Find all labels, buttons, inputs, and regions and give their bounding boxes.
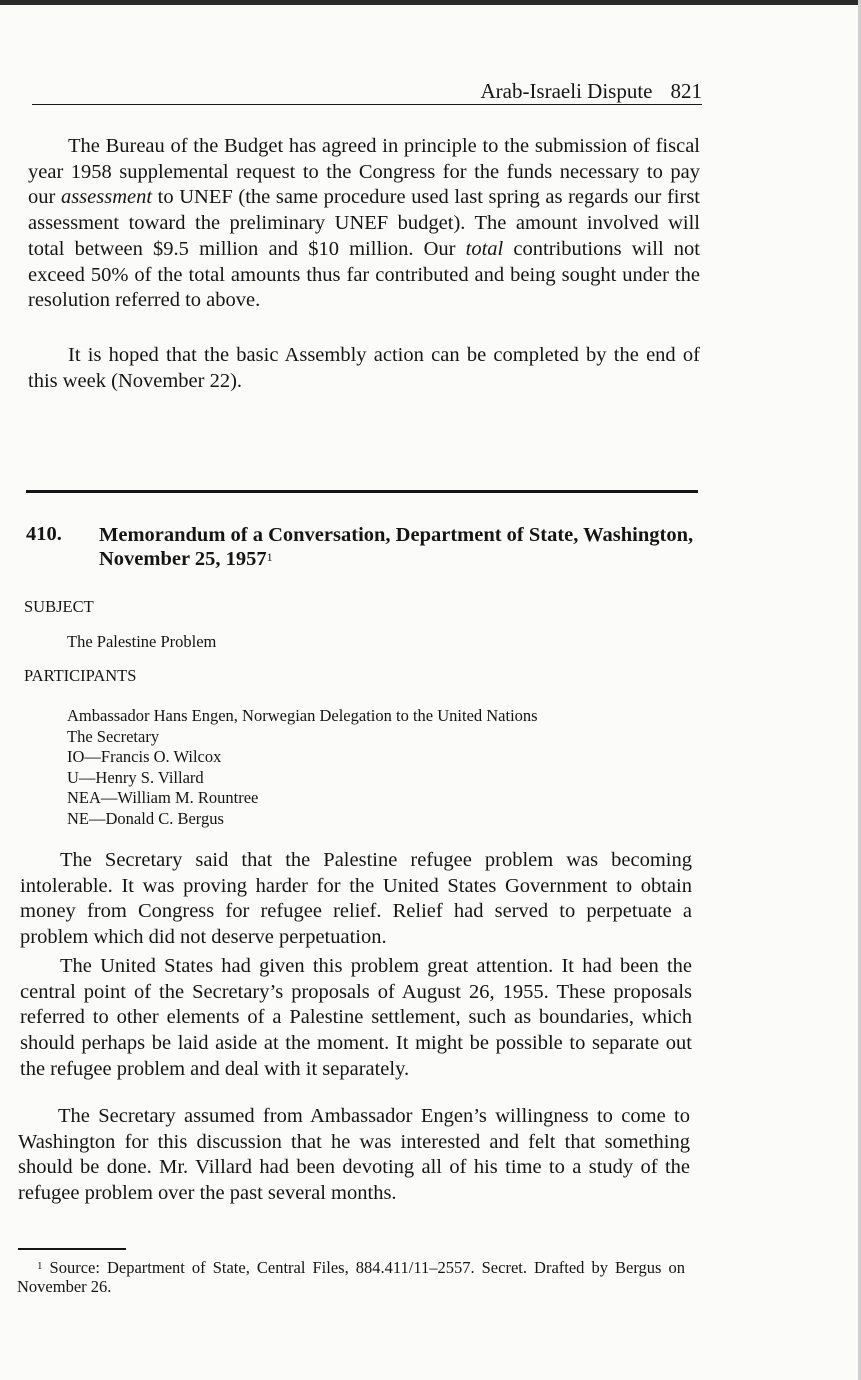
participant: NE—Donald C. Bergus <box>67 808 224 828</box>
intro-p1-emphasis-assessment: assessment <box>60 186 153 209</box>
footnote-divider <box>18 1248 126 1250</box>
document-title-text: Memorandum of a Conversation, Department of State, Washington, November 25, 1957 <box>99 524 694 570</box>
footnote <box>17 1258 685 1296</box>
document-title <box>99 523 699 571</box>
participants-label: PARTICIPANTS <box>24 666 137 685</box>
running-head <box>32 78 702 105</box>
intro-p1-text-b: to UNEF (the same procedure used last spring as regards our first assessment toward the preliminary UNEF budget). The amount involved will total between $9.5 million and $10 million. Our <box>28 186 701 260</box>
participants-list <box>67 706 538 829</box>
subject-value: The Palestine Problem <box>67 632 217 651</box>
section-divider <box>26 490 698 493</box>
intro-p1-emphasis-total: total <box>465 237 504 260</box>
document-number: 410. <box>26 523 62 545</box>
body-paragraph-2: The United States had given this problem great attention. It had been the central point of the Secretary’s proposals of August 26, 1955. These proposals referred to other elements of a Palestine settlement, such as boundaries, which should perhaps be laid aside at the moment. It might be possible to separate out the refugee problem and deal with it separately. <box>20 955 692 1080</box>
footnote-mark: 1 <box>37 1260 43 1272</box>
intro-paragraph-1 <box>28 134 700 314</box>
subject-label: SUBJECT <box>24 597 94 616</box>
page-top-edge <box>0 0 861 5</box>
participant: Ambassador Hans Engen, Norwegian Delegation to the United Nations <box>67 706 538 725</box>
footnote-text: Source: Department of State, Central Files, 884.411/11–2557. Secret. Drafted by Bergus on November 26. <box>17 1258 685 1296</box>
body-paragraph-3: The Secretary assumed from Ambassador Engen’s willingness to come to Washington for this discussion that he was interested and felt that something should be done. Mr. Villard had been devoting all of his time to a study of the refugee problem over the past several months. <box>18 1105 690 1205</box>
participant: NEA—William M. Rountree <box>67 788 259 807</box>
footnote-reference: 1 <box>266 550 273 564</box>
participant: The Secretary <box>67 726 160 746</box>
participant: U—Henry S. Villard <box>67 767 204 787</box>
running-head-title: Arab-Israeli Dispute <box>480 79 653 103</box>
page-number: 821 <box>670 79 702 103</box>
intro-p1-text-c: contributions will not exceed 50% of the total amounts thus far contributed and being sought under the resolution referred to above. <box>28 237 700 312</box>
intro-paragraph-2: It is hoped that the basic Assembly action can be completed by the end of this week (November 22). <box>28 344 700 392</box>
body-paragraph-1: The Secretary said that the Palestine refugee problem was becoming intolerable. It was proving harder for the United States Government to obtain money from Congress for refugee relief. Relief had served to perpetuate a problem which did not deserve perpetuation. <box>20 849 692 949</box>
intro-p1-text-a: The Bureau of the Budget has agreed in principle to the submission of fiscal year 1958 supplemental request to the Congress for the funds necessary to pay our <box>28 135 700 209</box>
participant: IO—Francis O. Wilcox <box>67 747 222 766</box>
